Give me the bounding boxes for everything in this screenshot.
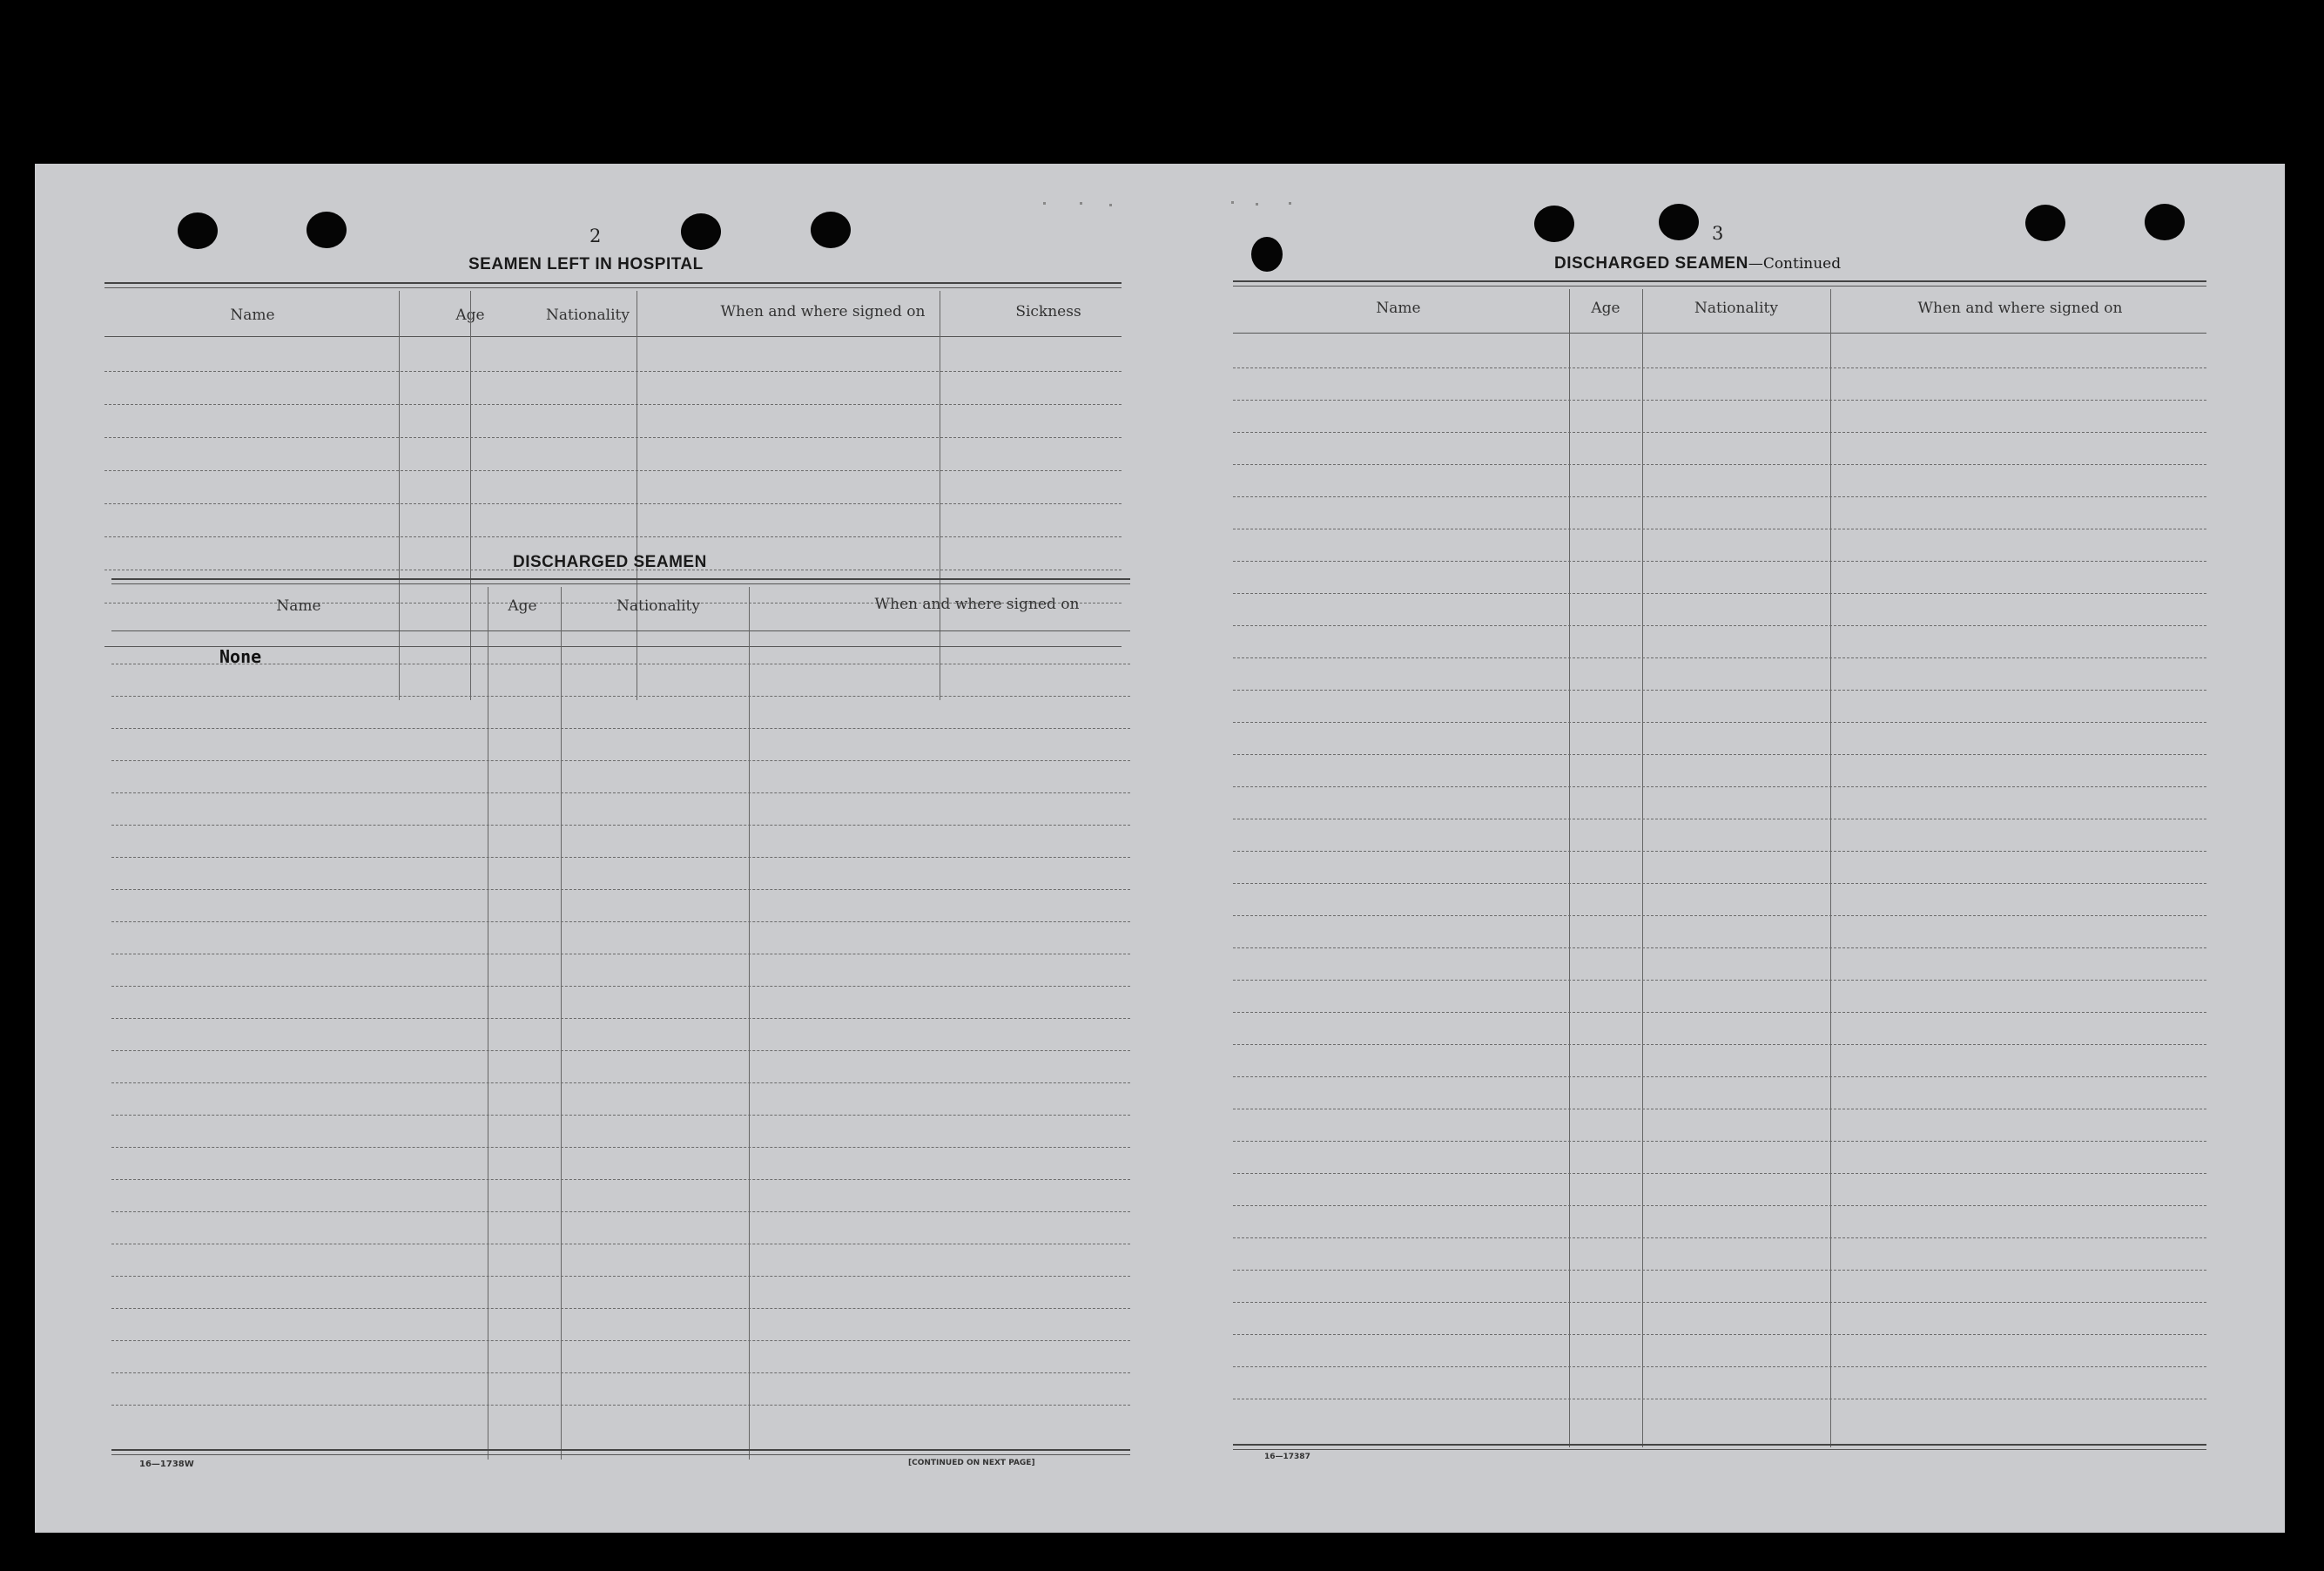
punch-hole (1251, 237, 1283, 272)
form-code: 16—1738W (139, 1460, 194, 1469)
col-header-when-where: When and where signed on (1917, 300, 2123, 317)
punch-hole (2145, 204, 2185, 240)
col-header-name: Name (230, 307, 275, 324)
col-header-when-where: When and where signed on (874, 596, 1080, 613)
col-header-age: Age (1591, 300, 1620, 317)
form-code: 16—17387 (1264, 1453, 1310, 1461)
col-header-nationality: Nationality (546, 307, 630, 324)
punch-hole (811, 212, 851, 248)
punch-hole (306, 212, 347, 248)
col-header-sickness: Sickness (1015, 303, 1081, 320)
page-number: 2 (589, 226, 602, 246)
page-number: 3 (1712, 223, 1724, 244)
punch-hole (2025, 205, 2065, 241)
col-header-age: Age (455, 307, 485, 324)
punch-hole (1534, 206, 1574, 242)
hospital-section-title: SEAMEN LEFT IN HOSPITAL (468, 255, 704, 273)
punch-hole (1659, 204, 1699, 240)
punch-hole (178, 212, 218, 249)
col-header-nationality: Nationality (1694, 300, 1778, 317)
col-header-name: Name (1376, 300, 1421, 317)
col-header-nationality: Nationality (616, 597, 700, 615)
discharged-table (111, 578, 1130, 1460)
col-header-when-where: When and where signed on (720, 303, 926, 320)
discharged-continued-title-main: DISCHARGED SEAMEN (1554, 254, 1748, 273)
document-sheet (35, 164, 2285, 1533)
discharged-continued-suffix: —Continued (1748, 255, 1842, 273)
discharged-section-title: DISCHARGED SEAMEN (513, 553, 707, 571)
col-header-age: Age (508, 597, 537, 615)
discharged-continued-title (1554, 254, 1841, 273)
punch-hole (681, 213, 721, 250)
discharged-continued-table (1233, 280, 2206, 1461)
col-header-name: Name (276, 597, 321, 615)
continued-note: [CONTINUED ON NEXT PAGE] (908, 1459, 1035, 1467)
discharged-name-cell: None (219, 646, 262, 667)
